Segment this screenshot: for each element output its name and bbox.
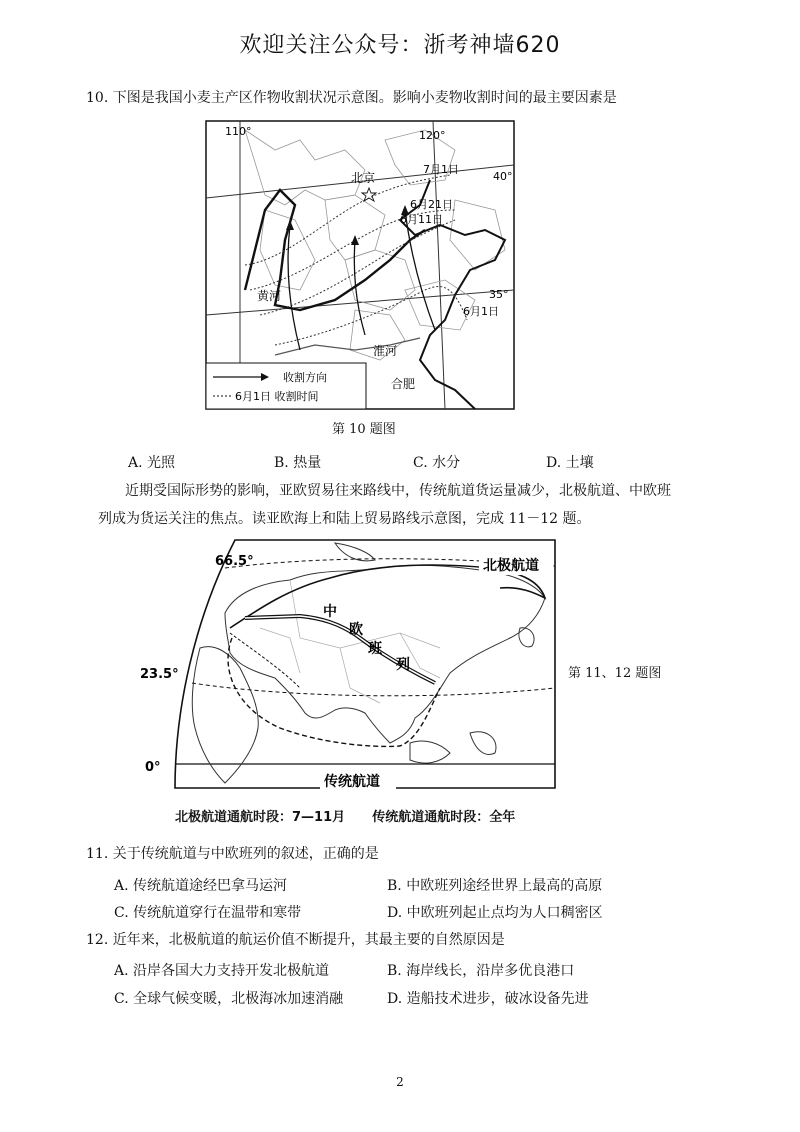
railway-label-char-4: 列 — [396, 657, 410, 673]
q12-option-d[interactable]: D. 造船技术进步，破冰设备先进 — [387, 991, 589, 1007]
map-frame — [175, 540, 555, 788]
q10-option-a[interactable]: A. 光照 — [128, 455, 176, 471]
q12-option-a[interactable]: A. 沿岸各国大力支持开发北极航道 — [114, 963, 330, 979]
intro-line-2: 列成为货运关注的焦点。读亚欧海上和陆上贸易路线示意图，完成 11－12 题。 — [98, 511, 591, 527]
page-header-title: 欢迎关注公众号：浙考神墙620 — [239, 33, 561, 58]
date-jun21-label: 6月21日 — [410, 198, 453, 211]
question-10-stem: 10. 下图是我国小麦主产区作物收割状况示意图。影响小麦物收割时间的最主要因素是 — [86, 90, 617, 106]
date-jul1-label: 7月1日 — [423, 163, 459, 176]
q11-option-a[interactable]: A. 传统航道途经巴拿马运河 — [114, 878, 288, 894]
lat-40-label: 40° — [493, 170, 513, 183]
q11-option-d[interactable]: D. 中欧班列起止点均为人口稠密区 — [387, 905, 603, 921]
railway-label-char-1: 中 — [323, 604, 337, 620]
q10-option-c[interactable]: C. 水分 — [413, 455, 461, 471]
q12-option-b[interactable]: B. 海岸线长，沿岸多优良港口 — [387, 963, 575, 979]
lon-110-label: 110° — [225, 125, 252, 138]
page-number: 2 — [396, 1075, 404, 1089]
intro-line-1: 近期受国际形势的影响，亚欧贸易往来路线中，传统航道货运量减少，北极航道、中欧班 — [125, 483, 671, 499]
q11-option-c[interactable]: C. 传统航道穿行在温带和寒带 — [114, 905, 302, 921]
legend-time-label: 6月1日 收割时间 — [235, 390, 319, 403]
lat-66-5-label: 66.5° — [215, 554, 254, 569]
q11-option-b[interactable]: B. 中欧班列途经世界上最高的高原 — [387, 878, 603, 894]
eurasia-trade-route-map — [140, 538, 565, 800]
question-11-stem: 11. 关于传统航道与中欧班列的叙述，正确的是 — [86, 846, 379, 862]
legend-direction-label: 收割方向 — [283, 371, 327, 384]
traditional-route-label: 传统航道 — [324, 774, 380, 790]
q12-option-c[interactable]: C. 全球气候变暖，北极海冰加速消融 — [114, 991, 344, 1007]
hefei-label: 合肥 — [391, 377, 416, 391]
lon-120-label: 120° — [419, 129, 446, 142]
date-jun11-label: 6月11日 — [400, 213, 443, 226]
wheat-harvest-map — [205, 120, 515, 410]
arctic-route-label: 北极航道 — [483, 558, 539, 574]
date-jun1-label: 6月1日 — [463, 305, 499, 318]
navigation-period-notes: 北极航道通航时段：7—11月 传统航道通航时段：全年 — [175, 810, 516, 825]
question-12-stem: 12. 近年来，北极航道的航运价值不断提升，其最主要的自然原因是 — [86, 932, 505, 948]
q10-option-d[interactable]: D. 土壤 — [546, 455, 594, 471]
huaihe-label: 淮河 — [373, 344, 398, 358]
q10-option-b[interactable]: B. 热量 — [274, 455, 322, 471]
lat-35-label: 35° — [489, 288, 509, 301]
lat-0-label: 0° — [145, 760, 161, 775]
q10-figure-caption: 第 10 题图 — [332, 422, 396, 437]
q11-12-figure-caption: 第 11、12 题图 — [568, 666, 662, 681]
railway-label-char-2: 欧 — [349, 622, 363, 638]
huanghe-label: 黄河 — [257, 289, 282, 303]
beijing-label: 北京 — [351, 171, 376, 185]
lat-23-5-label: 23.5° — [140, 667, 179, 682]
railway-label-char-3: 班 — [368, 641, 382, 657]
